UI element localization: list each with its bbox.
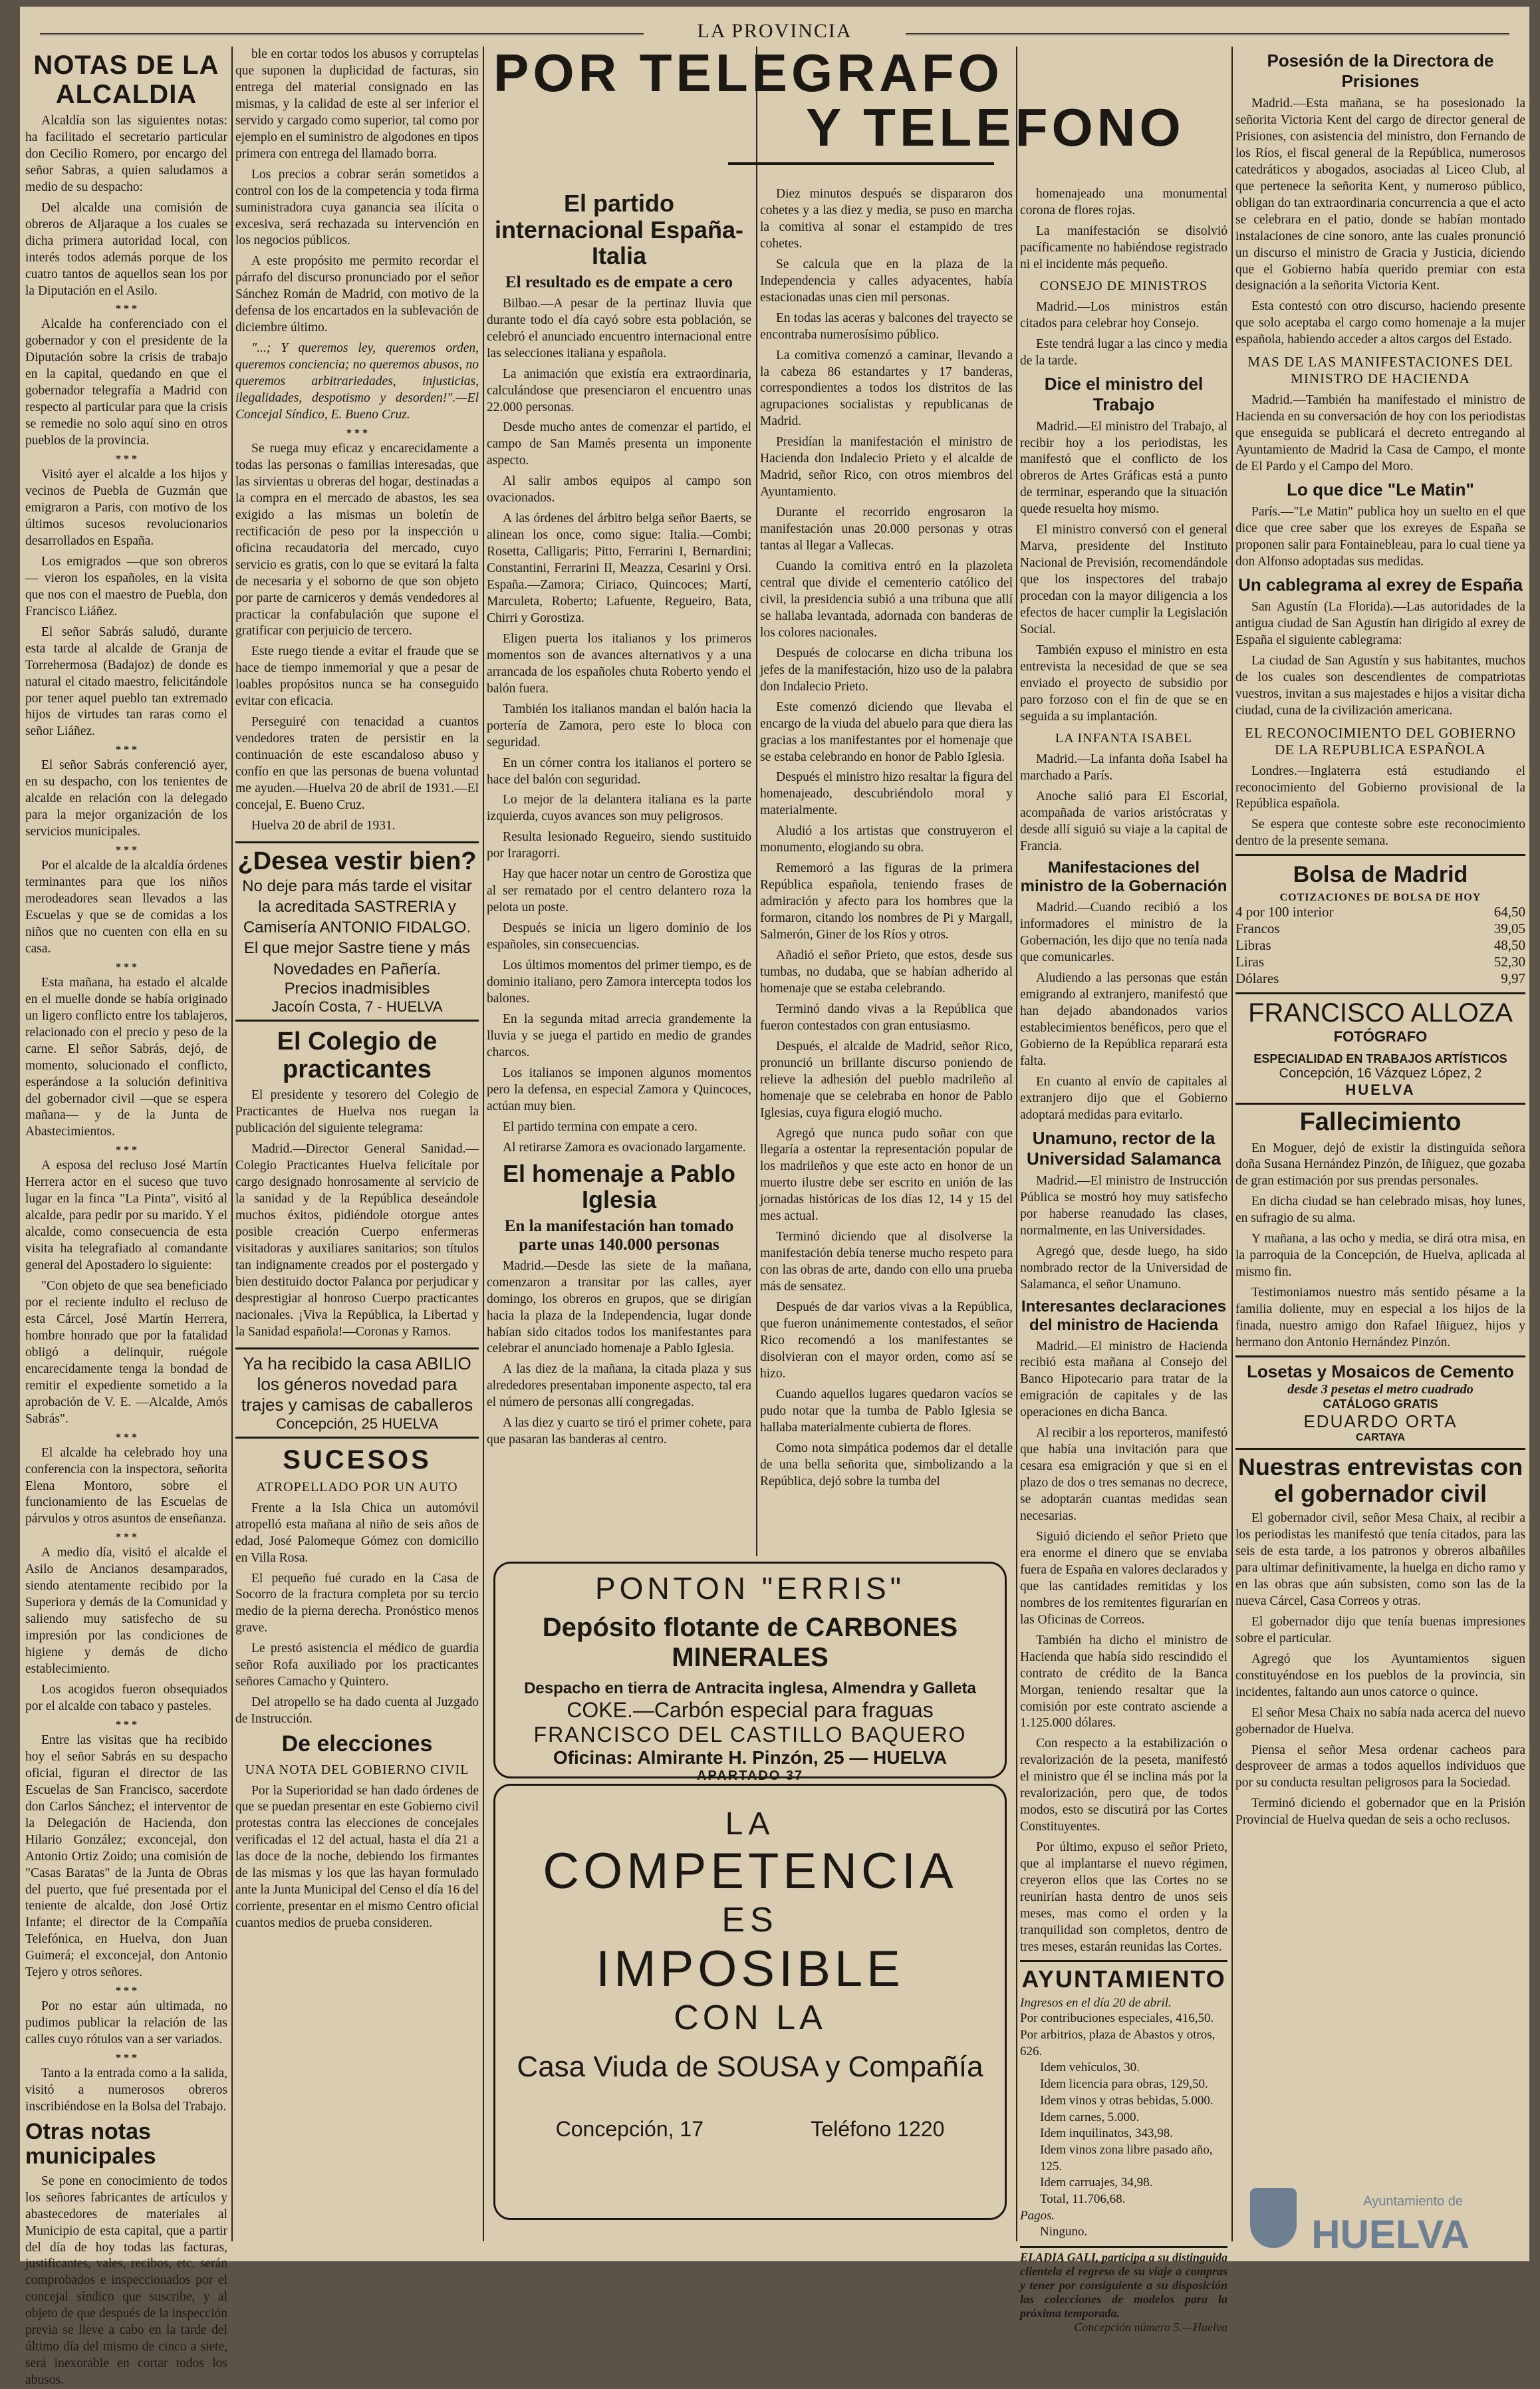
bolsa-title: Bolsa de Madrid	[1293, 862, 1468, 888]
article-paragraph: Este comenzó diciendo que llevaba el encargo de la viuda del abuelo para que diera las gracias a los manifestantes por el homenaje que se estaba celebrando en honor de Pablo Iglesia.	[760, 700, 1013, 764]
ayuntamiento-line: Idem inquilinatos, 343,98.	[1040, 2126, 1174, 2141]
article-paragraph: Los precios a cobrar serán sometidos a control con los de la competencia y toda firma suministradora cuya ganancia sea ilícita o excesiva, será rechazada su intervención en los negocios públicos.	[235, 167, 479, 248]
competencia-address: Concepción, 17	[555, 2117, 704, 2142]
article-paragraph: A medio día, visitó el alcalde el Asilo de Ancianos desamparados, siendo atentamente recibido por la Superiora y demás de la Comunidad y saliendo muy satisfecho de su impresión por las condiciones de higiene y demás de dicho establecimiento.	[25, 1546, 227, 1677]
article-paragraph: Después de dar varios vivas a la República, que fueron unánimemente contestados, el señor Rico recomendó a los manifestantes se disolvieran con el mayor orden, como así se hizo.	[760, 1300, 1013, 1381]
article-paragraph: homenajeado una monumental corona de flores rojas.	[1020, 187, 1227, 217]
article-paragraph: Bilbao.—A pesar de la pertinaz lluvia que durante todo el día cayó sobre esta población, se celebró el anunciado encuentro internacional entre las selecciones italiana y española.	[487, 296, 751, 360]
article-paragraph: El señor Mesa Chaix no sabía nada acerca del nuevo gobernador de Huelva.	[1235, 1705, 1525, 1737]
separator: * * *	[346, 427, 368, 439]
abilio-ad	[235, 1347, 479, 1439]
competencia-line-3: ES	[721, 1900, 779, 1939]
bolsa-row-value: 48,50	[1493, 936, 1525, 953]
article-paragraph: París.—"Le Matin" publica hoy un suelto en el que dice que cree saber que los exreyes de España se proponen salir para Fontainebleau, para lo cual tiene ya don Alfonso adoptadas sus medidas.	[1235, 505, 1525, 569]
article-paragraph: Esta contestó con otro discurso, haciendo presente que solo aceptaba el cargo como homenaje a la mujer española, habiendo acceder a altos cargos del Estado.	[1235, 299, 1525, 347]
ayuntamiento-subtitle: Ingresos en el día 20 de abril.	[1020, 1996, 1172, 2011]
article-paragraph: Madrid.—La infanta doña Isabel ha marchado a París.	[1020, 752, 1227, 783]
sucesos-subtitle: ATROPELLADO POR UN AUTO	[256, 1479, 458, 1494]
column-6	[1235, 47, 1525, 2241]
ponton-line-3: COKE.—Carbón especial para fraguas	[567, 1698, 934, 1722]
article-paragraph: Este tendrá lugar a las cinco y media de la tarde.	[1020, 337, 1227, 368]
elecciones-title: De elecciones	[281, 1731, 433, 1757]
article-paragraph: También expuso el ministro en esta entrevista la necesidad de que se sea enviado el proyecto de subsidio por paro forzoso con el fin de que se en seguida a su implantación.	[1020, 642, 1227, 724]
reconocimiento-heading: EL RECONOCIMIENTO DEL GOBIERNO DE LA REPUBLICA ESPAÑOLA	[1245, 724, 1516, 758]
article-paragraph: El pequeño fué curado en la Casa de Socorro de la fractura completa por su tercio medio de la pierna derecha. Pronóstico menos grave.	[235, 1571, 479, 1635]
article-paragraph: Terminó dando vivas a la República que fueron contestados con gran entusiasmo.	[760, 1002, 1013, 1033]
gobernacion-title: Manifestaciones del ministro de la Gobernación	[1020, 859, 1227, 896]
article-paragraph: En Moguer, dejó de existir la distinguida señora doña Susana Hernández Pinzón, de Iñiguez, que gozaba de gran estimación por sus prendas personales.	[1235, 1141, 1525, 1189]
article-paragraph: Al salir ambos equipos al campo son ovacionados.	[487, 474, 751, 505]
bolsa-row	[1235, 970, 1525, 987]
article-paragraph: Alcaldía son las siguientes notas: ha facilitado el secretario particular don Cecilio Romero, por encargo del señor Sabras, a quien saludamos a medio de su despacho:	[25, 114, 227, 194]
article-paragraph: Después se inicia un ligero dominio de los españoles, sin consecuencias.	[487, 921, 751, 952]
article-paragraph: Alcalde ha conferenciado con el gobernador y con el presidente de la Diputación sobre la crisis de trabajo en la capital, quedando en que el gobernador telegrafía a Madrid con respecto al particular para que la crisis se remedie no solo aquí sino en otros pueblos de la provincia.	[25, 317, 227, 448]
ponton-line-1: Depósito flotante de CARBONES MINERALES	[542, 1613, 958, 1672]
article-paragraph: Al retirarse Zamora es ovacionado largamente.	[503, 1140, 746, 1155]
article-paragraph: La manifestación se disolvió pacíficamente no habiéndose registrado ni el incidente más pequeño.	[1020, 223, 1227, 271]
sucesos-title: SUCESOS	[283, 1445, 432, 1475]
article-paragraph: Le prestó asistencia el médico de guardia señor Rofa auxiliado por los practicantes señores Camacho y Quintero.	[235, 1641, 479, 1689]
bolsa-row	[1235, 937, 1525, 954]
article-paragraph: El gobernador civil, señor Mesa Chaix, al recibir a los periodistas les manifestó que tenía citados, para las seis de esta tarde, a los patronos y obreros albañiles para ultimar definitivamente, la huelga en dicho ramo y en las obras que aún subsisten, como son las de la nueva Cárcel, Casa Correos y otras.	[1235, 1511, 1525, 1608]
ayuntamiento-line: Por arbitrios, plaza de Abastos y otros, 626.	[1020, 2028, 1216, 2058]
competencia-line-2: COMPETENCIA	[543, 1843, 958, 1900]
article-paragraph: Los emigrados —que son obreros— vieron los españoles, en la visita que nos con el maestro de Puebla, don Francisco Liáñez.	[25, 554, 227, 619]
running-title: LA PROVINCIA	[20, 20, 1529, 43]
article-paragraph: Se ruega muy eficaz y encarecidamente a todas las personas o familias interesadas, que las sirvientas u obreras del hogar, destinadas a la compra en el mercado de abastos, les sea exigido a las mismas un boletín de rectificación de peso por la inspección u oficina recaudatoria del mercado, cuyo servicio es gratis, con lo que se evitará la falta de necesaria y el soborno de que son objeto por parte de carniceros y demás vendedores al practicar la confabulación que supone el gratificar con perjuicio de tercero.	[235, 441, 479, 638]
article-paragraph: Rememoró a las figuras de la primera República española, teniendo frases de admiración y afecto para los hombres que la formaron, citando los nombres de Pi y Margall, Salmerón, Giner de los Ríos y otros.	[760, 861, 1013, 942]
alloza-name: FRANCISCO ALLOZA	[1248, 998, 1513, 1028]
sastreria-ad-title: ¿Desea vestir bien?	[237, 847, 477, 875]
sastreria-ad-text: No deje para más tarde el visitar la acreditada SASTRERIA y Camisería ANTONIO FIDALGO. El que mejor Sastre tiene y más Novedades en Pañería.	[242, 877, 472, 978]
watermark-name: HUELVA	[1311, 2212, 1470, 2257]
ayuntamiento-line: Idem vinos zona libre pasado año, 125.	[1040, 2142, 1213, 2174]
article-paragraph: Después de colocarse en dicha tribuna los jefes de la manifestación, hizo uso de la palabra don Indalecio Prieto.	[760, 646, 1013, 694]
article-paragraph: A este propósito me permito recordar el párrafo del discurso pronunciado por el señor Sánchez Román de Madrid, con motivo de la defensa de los encartados en la sublevación de diciembre último.	[235, 254, 479, 335]
huelva-crest-icon	[1250, 2188, 1297, 2248]
colegio-title: El Colegio de practicantes	[277, 1027, 438, 1083]
banner-line-2: Y TELEFONO	[806, 98, 1185, 157]
article-paragraph: "...; Y queremos ley, queremos orden, queremos conciencia; no queremos abusos, no queremos arbitrariedades, injusticias, ilegalidades, despotismo y desorden!".—El Concejal Síndico, E. Bueno Cruz.	[235, 341, 479, 422]
watermark-caption: Ayuntamiento de	[1363, 2194, 1463, 2209]
article-paragraph: Frente a la Isla Chica un automóvil atropelló esta mañana al niño de seis años de edad, José Palomeque Gómez con domicilio en Villa Rosa.	[235, 1500, 479, 1565]
losetas-line-4: CARTAYA	[1355, 1431, 1406, 1443]
article-paragraph: Añadió el señor Prieto, que estos, desde sus tumbas, no dudaba, que se habían adherido al homenaje que se estaba celebrando.	[760, 948, 1013, 996]
article-paragraph: Y mañana, a las ocho y media, se dirá otra misa, en la parroquia de la Concepción, de Huelva, aplicada al mismo fin.	[1235, 1232, 1525, 1280]
article-paragraph: Madrid.—También ha manifestado el ministro de Hacienda en su conversación de hoy con los periodistas que enseguida se publicará el decreto entregando al Ayuntamiento de Madrid la Casa de Campo, el monte de El Pardo y el Campo del Moro.	[1235, 393, 1525, 474]
article-paragraph: El alcalde ha celebrado hoy una conferencia con la inspectora, señorita Elena Montoro, sobre el funcionamiento de las Escuelas de párvulos y otros asuntos de enseñanza.	[25, 1445, 227, 1526]
banner-line-1: POR TELEGRAFO	[493, 43, 1003, 102]
homenaje-subtitle: En la manifestación han tomado parte unas 140.000 personas	[504, 1216, 734, 1254]
article-paragraph: Eligen puerta los italianos y los primeros momentos son de avances alternativos y a una arrancada de los españoles chuta Roberto yendo el balón fuera.	[487, 631, 751, 696]
bolsa-row-label: Francos	[1235, 920, 1280, 936]
article-paragraph: Tanto a la entrada como a la salida, visitó a numerosos obreros inscribiéndose en la Bolsa del Trabajo.	[25, 2066, 227, 2114]
article-paragraph: Perseguiré con tenacidad a cuantos vendedores traten de persistir en la continuación de este escandaloso abuso y confío en que las personas de buena voluntad me ayuden.—Huelva 20 de abril de 1931.—El concejal, E. Bueno Cruz.	[235, 715, 479, 812]
article-paragraph: Terminó diciendo que al disolverse la manifestación debía tenerse mucho respeto para con las obras de arte, dando con ello una prueba más de sensatez.	[760, 1230, 1013, 1294]
article-paragraph: Agregó que, desde luego, ha sido nombrado rector de la Universidad de Salamanca, el señor Unamuno.	[1020, 1244, 1227, 1292]
article-paragraph: Se pone en conocimiento de todos los señores fabricantes de artículos y abastecedores de materiales al Municipio de esta capital, que a partir del día de hoy todas las facturas, justificantes, vales, recibos, etc. serán comprobados e inspeccionados por el concejal síndico que suscribe, y al objeto de que después de la inspección previa se lleve a cabo en la tarde del último día del mismo de cinco a siete, será inexorable en cortar todos los abusos.	[25, 2174, 227, 2388]
article-paragraph: El presidente y tesorero del Colegio de Practicantes de Huelva nos ruegan la publicación del siguiente telegrama:	[235, 1088, 479, 1136]
article-paragraph: Madrid.—El ministro de Hacienda recibió esta mañana al Consejo del Banco Hipotecario para tratar de la emigración de capitales y de las operaciones en dicha Banca.	[1020, 1339, 1227, 1420]
alloza-specialty: ESPECIALIDAD EN TRABAJOS ARTÍSTICOS	[1253, 1052, 1507, 1065]
article-paragraph: El señor Sabrás saludó, durante esta tarde al alcalde de Granja de Torrehermosa (Badajoz) de donde es natural el citado maestro, felicitándole por tener aquel pueblo tan extremado hijos de virtudes tan raras como el señor Liáñez.	[25, 625, 227, 739]
homenaje-title: El homenaje a Pablo Iglesia	[502, 1159, 736, 1214]
gobernador-title: Nuestras entrevistas con el gobernador civil	[1237, 1453, 1523, 1507]
bolsa-row	[1235, 954, 1525, 970]
separator: * * *	[116, 303, 137, 315]
article-paragraph: En cuanto al envío de capitales al extranjero dijo que el Gobierno adoptará medidas para evitarlo.	[1020, 1074, 1227, 1122]
column-5	[1020, 186, 1227, 2334]
matin-title: Lo que dice "Le Matin"	[1287, 480, 1474, 500]
competencia-ad	[493, 1784, 1007, 2220]
article-paragraph: Lo mejor de la delantera italiana es la parte izquierda, cuyos avances son muy peligrosos.	[487, 793, 751, 824]
ponton-title: PONTON "ERRIS"	[595, 1571, 905, 1606]
article-paragraph: Los últimos momentos del primer tiempo, es de dominio italiano, pero Zamora intercepta todos los balones.	[487, 958, 751, 1006]
bolsa-row	[1235, 920, 1525, 937]
article-paragraph: Aludió a los artistas que construyeron el monumento, elogiando su obra.	[760, 824, 1013, 855]
bolsa-row-value: 9,97	[1501, 970, 1525, 986]
cablegrama-title: Un cablegrama al exrey de España	[1238, 574, 1523, 595]
bolsa-row-value: 39,05	[1493, 920, 1525, 936]
article-paragraph: Desde mucho antes de comenzar el partido, el campo de San Mamés presenta un imponente aspecto.	[487, 420, 751, 468]
separator: * * *	[116, 1985, 137, 1997]
abilio-ad-address: Concepción, 25 HUELVA	[276, 1415, 438, 1432]
separator: * * *	[116, 2052, 137, 2064]
article-paragraph: Testimoniamos nuestro más sentido pésame a la familia doliente, muy en especial a los hijos de la finada, nuestro amigo don Rafael Iñiguez, hijos y hermano don Antonio Hernández Pinzón.	[1235, 1286, 1525, 1349]
article-paragraph: Al recibir a los reporteros, manifestó que había una invitación para que cesara esa emigración y que si en el plazo de dos o tres semanas no decrece, se adoptarán cuantas medidas sean necesarias.	[1020, 1426, 1227, 1524]
article-paragraph: Por no estar aún ultimada, no pudimos publicar la relación de las calles cuyo rótulos van a ser variados.	[25, 1999, 227, 2047]
article-paragraph: Por último, expuso el señor Prieto, que al implantarse el nuevo régimen, creyeron ellos que las Cortes no se reunirían hasta dentro de unos seis meses, mas como el orden y la tranquilidad son completos, dentro de tres meses, estarán reunidas las Cortes.	[1020, 1840, 1227, 1954]
separator: * * *	[116, 1431, 137, 1443]
article-paragraph: Se calcula que en la plaza de la Independencia y calles adyacentes, había estacionadas unas cien mil personas.	[760, 257, 1013, 305]
article-paragraph: El ministro conversó con el general Marva, presidente del Instituto Nacional de Previsión, recomendándole que los inspectores del trabajo procedan con la mayor diligencia a los efectos de hacer cumplir la Legislación Social.	[1020, 523, 1227, 637]
sastreria-ad-address: Jacoín Costa, 7 - HUELVA	[271, 998, 443, 1015]
article-paragraph: En un córner contra los italianos el portero se hace del balón con seguridad.	[487, 756, 751, 787]
infanta-heading: LA INFANTA ISABEL	[1055, 730, 1193, 746]
banner-rule	[728, 162, 994, 165]
hacienda-caps-heading: MAS DE LAS MANIFESTACIONES DEL MINISTRO DE HACIENDA	[1247, 354, 1513, 387]
column-4	[760, 186, 1013, 1550]
competencia-line-6: Casa Viuda de SOUSA y Compañía	[517, 2050, 983, 2083]
article-paragraph: Por el alcalde de la alcaldía órdenes terminantes para que los niños merodeadores sean llevados a las Escuelas y que se de comidas a los niños que no cuenten con ella en su casa.	[25, 859, 227, 956]
article-paragraph: Hay que hacer notar un centro de Gorostiza que al ser rematado por el centro delantero roza la pelota un poste.	[487, 867, 751, 915]
article-paragraph: Visitó ayer el alcalde a los hijos y vecinos de Puebla de Guzmán que emigraron a Paris, con motivo de los últimos sucesos revolucionarios desarrollados en España.	[25, 468, 227, 548]
alloza-ad	[1235, 992, 1525, 1105]
article-paragraph: En dicha ciudad se han celebrado misas, hoy lunes, en sufragio de su alma.	[1235, 1194, 1525, 1226]
column-rule	[231, 47, 233, 2241]
article-paragraph: La ciudad de San Agustín y sus habitantes, muchos de los cuales son descendientes de compatriotas vuestros, invitan a sus majestades e hijos a visitar dicha ciudad, cuna de la civilización americana.	[1235, 653, 1525, 718]
article-paragraph: Después el ministro hizo resaltar la figura del homenajeado, descubriéndolo moral y materialmente.	[760, 770, 1013, 818]
article-paragraph: Cuando aquellos lugares quedaron vacíos se pudo notar que la tumba de Pablo Iglesia se hallaba materialmente cubierta de flores.	[760, 1387, 1013, 1435]
fallecimiento-title: Fallecimiento	[1299, 1107, 1462, 1136]
column-rule	[1016, 47, 1017, 2241]
article-paragraph: Como nota simpática podemos dar el detalle de una bella señorita que, simbolizando a la República, dejó sobre la tumba del	[760, 1441, 1013, 1488]
article-paragraph: Cuando la comitiva entró en la plazoleta central que divide el cementerio católico del civil, la presidencia subió a una tribuna que allí se hallaba levantada, adornada con banderas de los colores nacionales.	[760, 559, 1013, 640]
ponton-line-5: Oficinas: Almirante H. Pinzón, 25 — HUELVA	[553, 1747, 948, 1768]
article-paragraph: Londres.—Inglaterra está estudiando el reconocimiento del Gobierno provisional de la República española.	[1235, 764, 1525, 811]
consejo-heading: CONSEJO DE MINISTROS	[1039, 278, 1208, 293]
article-paragraph: Del alcalde una comisión de obreros de Aljaraque a los cuales se dicha primera autoridad local, con interés todos además porque de los cuatro tantos de aquellos sean los por la Diputación en el Asilo.	[25, 200, 227, 298]
article-paragraph: Madrid.—Los ministros están citados para celebrar hoy Consejo.	[1020, 299, 1227, 331]
article-paragraph: También ha dicho el ministro de Hacienda que había sido rescindido el contrato de crédito de la Banca Morgan, teniendo resaltar que la comisión por este contrato asciende a 1.125.000 dólares.	[1020, 1633, 1227, 1731]
ponton-line-2: Despacho en tierra de Antracita inglesa, Almendra y Galleta	[524, 1679, 976, 1697]
article-paragraph: Huelva 20 de abril de 1931.	[251, 818, 396, 833]
bolsa-subtitle: COTIZACIONES DE BOLSA DE HOY	[1279, 891, 1481, 903]
article-paragraph: A las diez de la mañana, la citada plaza y sus alrededores presentaban imponente aspecto, tal era el número de personas allí congregadas.	[487, 1362, 751, 1410]
column-2	[235, 47, 479, 2255]
article-paragraph: Del atropello se ha dado cuenta al Juzgado de Instrucción.	[235, 1695, 479, 1727]
column-rule	[483, 47, 484, 2241]
ayuntamiento-line: Idem licencia para obras, 129,50.	[1040, 2077, 1208, 2092]
article-paragraph: Agregó que los Ayuntamientos siguen constituyéndose en los pueblos de la provincia, sin incidentes, faltando aun unos catorce o quince.	[1235, 1651, 1525, 1699]
center-ads	[489, 1556, 1011, 2241]
competencia-footer	[502, 2117, 998, 2142]
article-paragraph: La comitiva comenzó a caminar, llevando a la cabeza 86 estandartes y 17 banderas, correspondientes a todos los distritos de las agrupaciones socialistas y republicanas de Madrid.	[760, 348, 1013, 429]
separator: * * *	[116, 1532, 137, 1544]
losetas-line-1: desde 3 pesetas el metro cuadrado	[1287, 1381, 1474, 1397]
ayuntamiento-line: Por contribuciones especiales, 416,50.	[1020, 2011, 1214, 2026]
trabajo-title: Dice el ministro del Trabajo	[1044, 373, 1204, 414]
competencia-phone: Teléfono 1220	[811, 2117, 945, 2142]
ayuntamiento-line: Total, 11.706,68.	[1040, 2191, 1126, 2206]
article-paragraph: Anoche salió para El Escorial, acompañada de varios aristócratas y desde allí siguió su viaje a la capital de Francia.	[1020, 789, 1227, 853]
column-rule	[1231, 47, 1233, 2241]
article-paragraph: Terminó diciendo el gobernador que en la Prisión Provincial de Huelva quedan de seis a ocho reclusos.	[1235, 1796, 1525, 1828]
article-paragraph: A las diez y cuarto se tiró el primer cohete, para que pasaran las banderas al centro.	[487, 1416, 751, 1447]
article-paragraph: La animación que existía era extraordinaria, calculándose que presenciaron el encuentro unas 22.000 personas.	[487, 366, 751, 414]
alloza-city: HUELVA	[1345, 1081, 1416, 1098]
ayuntamiento-line: Idem carnes, 5.000.	[1040, 2110, 1140, 2124]
competencia-line-4: IMPOSIBLE	[596, 1941, 904, 1998]
article-paragraph: Presidían la manifestación el ministro de Hacienda don Indalecio Prieto y el alcalde de Madrid, señor Rico, con otros miembros del Ayuntamiento.	[760, 435, 1013, 499]
article-paragraph: Este ruego tiende a evitar el fraude que se hace de tiempo inmemorial y que a pesar de loables propósitos nunca se ha conseguido evitar con eficacia.	[235, 644, 479, 709]
ayuntamiento-title: AYUNTAMIENTO	[1020, 1960, 1227, 1993]
article-paragraph: En la segunda mitad arrecia grandemente la lluvia y se juega el partido en medio de grandes charcos.	[487, 1012, 751, 1059]
article-paragraph: El partido termina con empate a cero.	[503, 1119, 698, 1134]
bolsa-section	[1235, 854, 1525, 986]
article-paragraph: El señor Sabrás conferenció ayer, en su despacho, con los tenientes de alcalde en relación con la delegado para la mejor organización de los servicios municipales.	[25, 758, 227, 839]
ponton-ad	[493, 1562, 1007, 1783]
article-paragraph: Aludiendo a las personas que están emigrando al extranjero, manifestó que han dejado abandonados varios establecimientos benéficos, pero que el Gobierno de la República reparará esta falta.	[1020, 971, 1227, 1069]
alloza-role: FOTÓGRAFO	[1333, 1028, 1428, 1045]
partido-title: El partido internacional España-Italia	[494, 190, 744, 270]
unamuno-title: Unamuno, rector de la Universidad Salamanca	[1027, 1127, 1221, 1169]
article-paragraph: Agregó que nunca pudo soñar con que llegaría a ostentar la representación popular de los madrileños y que este acto en honor de un muerto ilustre debe ser escrito en unión de las jornadas históricas de los días 12, 14 y 15 del mes actual.	[760, 1126, 1013, 1224]
article-paragraph: Madrid.—Cuando recibió a los informadores el ministro de la Gobernación, les dijo que no tenía nada que comunicarles.	[1020, 901, 1227, 965]
article-paragraph: Con respecto a la estabilización o revalorización de la peseta, manifestó el ministro que él se inclina más por la revalorización, pero que, de todos modos, esto se discutirá por las Cortes Constituyentes.	[1020, 1737, 1227, 1834]
sastreria-ad-prices: Precios inadmisibles	[284, 979, 430, 998]
article-paragraph: En todas las aceras y balcones del trayecto se encontraba numerosísimo público.	[760, 311, 1013, 342]
article-paragraph: Piensa el señor Mesa ordenar cacheos para desproveer de armas a todos aquellos individuos que por su conducta resultan peligrosos para la Sociedad.	[1235, 1743, 1525, 1790]
losetas-line-2: CATÁLOGO GRATIS	[1323, 1397, 1438, 1411]
column-1	[25, 47, 227, 2388]
article-paragraph: También los italianos mandan el balón hacia la portería de Zamora, pero este lo bloca con seguridad.	[487, 702, 751, 750]
ayuntamiento-line: Idem vinos y otras bebidas, 5.000.	[1040, 2093, 1214, 2108]
bolsa-row-label: 4 por 100 interior	[1235, 903, 1334, 920]
newspaper-page	[20, 7, 1529, 2388]
article-paragraph: San Agustín (La Florida).—Las autoridades de la antigua ciudad de San Agustín han dirigido al exrey de España el siguiente cablegrama:	[1235, 599, 1525, 647]
article-paragraph: Entre las visitas que ha recibido hoy el señor Sabrás en su despacho oficial, figuran el director de las Escuelas de San Francisco, sacerdote don Carlos Sánchez; el interventor de la Delegación de Hacienda, don Hilario González; exconcejal, don Antonio Ortiz Zoido; una comisión de "Casas Baratas" de la Junta de Obras del puerto, que fué presentada por el teniente de alcalde, don José Ortiz Infante; el director de la Compañía Telefónica, en Huelva, don Juan Guimerá; el exconcejal, don Antonio Tejero y otros señores.	[25, 1733, 227, 1980]
article-paragraph: Madrid.—El ministro del Trabajo, al recibir hoy a los periodistas, les manifestó que el conflicto de los obreros de Artes Gráficas está a punto de terminar, esperando que la situación quede resuelta hoy mismo.	[1020, 419, 1227, 517]
abilio-ad-title: Ya ha recibido la casa ABILIO	[243, 1353, 471, 1373]
bolsa-row-label: Liras	[1235, 953, 1265, 970]
ayuntamiento-line: Ninguno.	[1040, 2225, 1088, 2239]
article-paragraph: Madrid.—Director General Sanidad.—Colegio Practicantes Huelva felicítale por cargo designado honrosamente al servicio de la sanidad y de la República deseándole muchos éxitos, pidiéndole otorgue antes posible creación Cuerpo enfermeras visitadoras y auxiliares sanitarios; son títulos tan indignamente creados por el postergado y bien destituido doctor Palanca por perjudicar y desprestigiar al honroso Cuerpo practicantes nacionales. ¡Viva la República, la Libertad y la Sanidad española!—Coronas y Ramos.	[235, 1142, 479, 1339]
competencia-line-1: LA	[725, 1806, 775, 1842]
ayuntamiento-line: Pagos.	[1020, 2208, 1055, 2223]
separator: * * *	[116, 845, 137, 857]
separator: * * *	[116, 744, 137, 756]
separator: * * *	[116, 454, 137, 466]
losetas-title: Losetas y Mosaicos de Cemento	[1247, 1361, 1514, 1381]
article-paragraph: Madrid.—El ministro de Instrucción Pública se mostró hoy muy satisfecho por haberse reanudado las clases, normalmente, en las Universidades.	[1020, 1173, 1227, 1238]
article-paragraph: A esposa del recluso José Martín Herrera actor en el suceso que tuvo lugar en la finca "La Pinta", visitó al alcalde, para pedir por su marido. Y el alcalde, como consecuencia de esta visita ha telegrafiado al comandante general del Apostadero lo siguiente:	[25, 1159, 227, 1273]
article-paragraph: Resulta lesionado Regueiro, siendo sustituido por Iraragorri.	[487, 830, 751, 861]
article-paragraph: Se espera que conteste sobre este reconocimiento dentro de la presente semana.	[1235, 817, 1525, 849]
partido-subtitle: El resultado es de empate a cero	[505, 273, 733, 291]
bolsa-row-label: Dólares	[1235, 970, 1279, 986]
article-paragraph: El gobernador dijo que tenía buenas impresiones sobre el particular.	[1235, 1614, 1525, 1645]
gali-address: Concepción número 5.—Huelva	[1074, 2320, 1227, 2334]
alloza-address: Concepción, 16 Vázquez López, 2	[1279, 1065, 1482, 1081]
article-paragraph: Diez minutos después se dispararon dos cohetes y a las diez y media, se puso en marcha la comitiva al sonar el estampido de tres cohetes.	[760, 187, 1013, 251]
article-paragraph: "Con objeto de que sea beneficiado por el reciente indulto el recluso de esta Cárcel, José Martín Herrera, hombre honrado que por la fatalidad obligó a delinquir, ruégole encarecidamente tenga la bondad de remitir el expediente sometido a la aprobación de V. E. —Alcalde, Amós Sabrás".	[25, 1279, 227, 1426]
ayuntamiento-line: Idem carruajes, 34,98.	[1040, 2176, 1153, 2190]
article-paragraph: ble en cortar todos los abusos y corruptelas que suponen la duplicidad de facturas, sin entrega del material consignado en las mismas, y la calidad de este al ser inferior el servido y cargado como superior, tal como por ejemplo en el suministro de algodones en tipos primera con entrega del llamado borra.	[235, 47, 479, 161]
article-paragraph: Después, el alcalde de Madrid, señor Rico, pronunció un brillante discurso poniendo de relieve la adhesión del pueblo madrileño al homenaje que se celebraba en honor de Pablo Iglesias, cuya figura elogió mucho.	[760, 1039, 1013, 1120]
article-paragraph: Madrid.—Esta mañana, se ha posesionado la señorita Victoria Kent del cargo de director general de Prisiones, con asistencia del ministro, don Fernando de los Ríos, el fiscal general de la República, numerosos catedráticos y abogados, asociadas al Liceo Club, al que pertenece la señorita Kent, y numeroso público, obligan do tan extraordinaria concurrencia a que el acto se celebrara en el patio, donde se habían montado instalaciones de cine sonoro, ante las cuales pronunció un discurso el ministro de Gracia y Justicia, diciendo que el Gobierno había querido premiar con esta designación a la señorita Victoria Kent.	[1235, 96, 1525, 293]
bolsa-row-value: 64,50	[1493, 903, 1525, 920]
losetas-ad	[1235, 1355, 1525, 1450]
competencia-line-5: CON LA	[674, 1998, 827, 2037]
bolsa-row-label: Libras	[1235, 936, 1271, 953]
bolsa-row	[1235, 904, 1525, 920]
article-paragraph: Durante el recorrido engrosaron la manifestación unas 20.000 personas y otras tantas al llegar a Vallecas.	[760, 505, 1013, 553]
separator: * * *	[116, 1145, 137, 1157]
sastreria-ad	[235, 841, 479, 1022]
article-paragraph: Esta mañana, ha estado el alcalde en el muelle donde se había originado un ligero conflicto entre los tablajeros, relacionado con el precio y peso de la carne. El señor Sabrás, dejó, de momento, solucionado el conflicto, esperándose a la solución definitiva del gobernador civil —que se espera mañana— y de la Junta de Abastecimientos.	[25, 975, 227, 1139]
elecciones-subtitle: UNA NOTA DEL GOBIERNO CIVIL	[245, 1762, 469, 1777]
article-paragraph: Los italianos se imponen algunos momentos pero la defensa, en especial Zamora y Quincoces, actúan muy bien.	[487, 1065, 751, 1113]
ponton-line-4: FRANCISCO DEL CASTILLO BAQUERO	[533, 1723, 967, 1747]
column-3	[487, 186, 751, 1550]
losetas-line-3: EDUARDO ORTA	[1303, 1411, 1458, 1431]
hacienda-title: Interesantes declaraciones del ministro de Hacienda	[1021, 1297, 1227, 1334]
bolsa-row-value: 52,30	[1493, 953, 1525, 970]
notas-alcaldia-title: NOTAS DE LA ALCALDIA	[33, 51, 219, 109]
article-paragraph: Los acogidos fueron obsequiados por el alcalde con tabaco y pasteles.	[25, 1683, 227, 1713]
separator: * * *	[116, 1719, 137, 1731]
separator: * * *	[116, 961, 137, 973]
ayuntamiento-list	[1020, 2011, 1227, 2241]
telegrafo-banner	[487, 43, 1235, 173]
prisiones-title: Posesión de la Directora de Prisiones	[1267, 51, 1494, 91]
otras-notas-title: Otras notas municipales	[25, 2118, 156, 2170]
gali-notice: ELADIA GALI, participa a su distinguida clientela el regreso de su viaje a compras y tener por consiguiente a su disposición las colecciones de modelos para la próxima temporada.	[1020, 2246, 1227, 2320]
ayuntamiento-line: Idem vehículos, 30.	[1040, 2060, 1140, 2075]
article-paragraph: Siguió diciendo el señor Prieto que era enorme el dinero que se enviaba fuera de España en valores declarados y que las cantidades remitidas y los nombres de los remitentes figurarían en las Oficinas de Correos.	[1020, 1530, 1227, 1627]
bolsa-table	[1235, 904, 1525, 987]
article-paragraph: A las órdenes del árbitro belga señor Baerts, se alinean los once, como sigue: Italia.—Combi; Rosetta, Calligaris; Pitto, Ferrarini I, Bernardini; Constantini, Ferrarini II, Meazza, Cesarini y Orsi. España.—Zamora; Ciriaco, Quincoces; Martí, Marculeta, Roberto; Lafuente, Regueiro, Bata, Chirri y Gorostiza.	[487, 511, 751, 625]
abilio-ad-text: los géneros novedad para trajes y camisas de caballeros	[241, 1373, 473, 1415]
article-paragraph: Por la Superioridad se han dado órdenes de que se puedan presentar en este Gobierno civil protestas contra las elecciones de concejales verificadas el 12 del actual, hasta el día 21 a las doce de la noche, debiendo los firmantes de las mismas y los que las hayan formulado ante la Junta Municipal del Censo el día 16 del corriente, presentar en el mismo Centro oficial cuantos medios de prueba consideren.	[235, 1783, 479, 1931]
ponton-line-6: APARTADO 37	[696, 1768, 804, 1783]
article-paragraph: Madrid.—Desde las siete de la mañana, comenzaron a transitar por las calles, ayer domingo, los obreros en grupos, que se dirigían hacia la plaza de la Independencia, lugar donde habían sido citados todos los manifestantes para celebrar el anunciado homenaje a Pablo Iglesia.	[487, 1258, 751, 1356]
